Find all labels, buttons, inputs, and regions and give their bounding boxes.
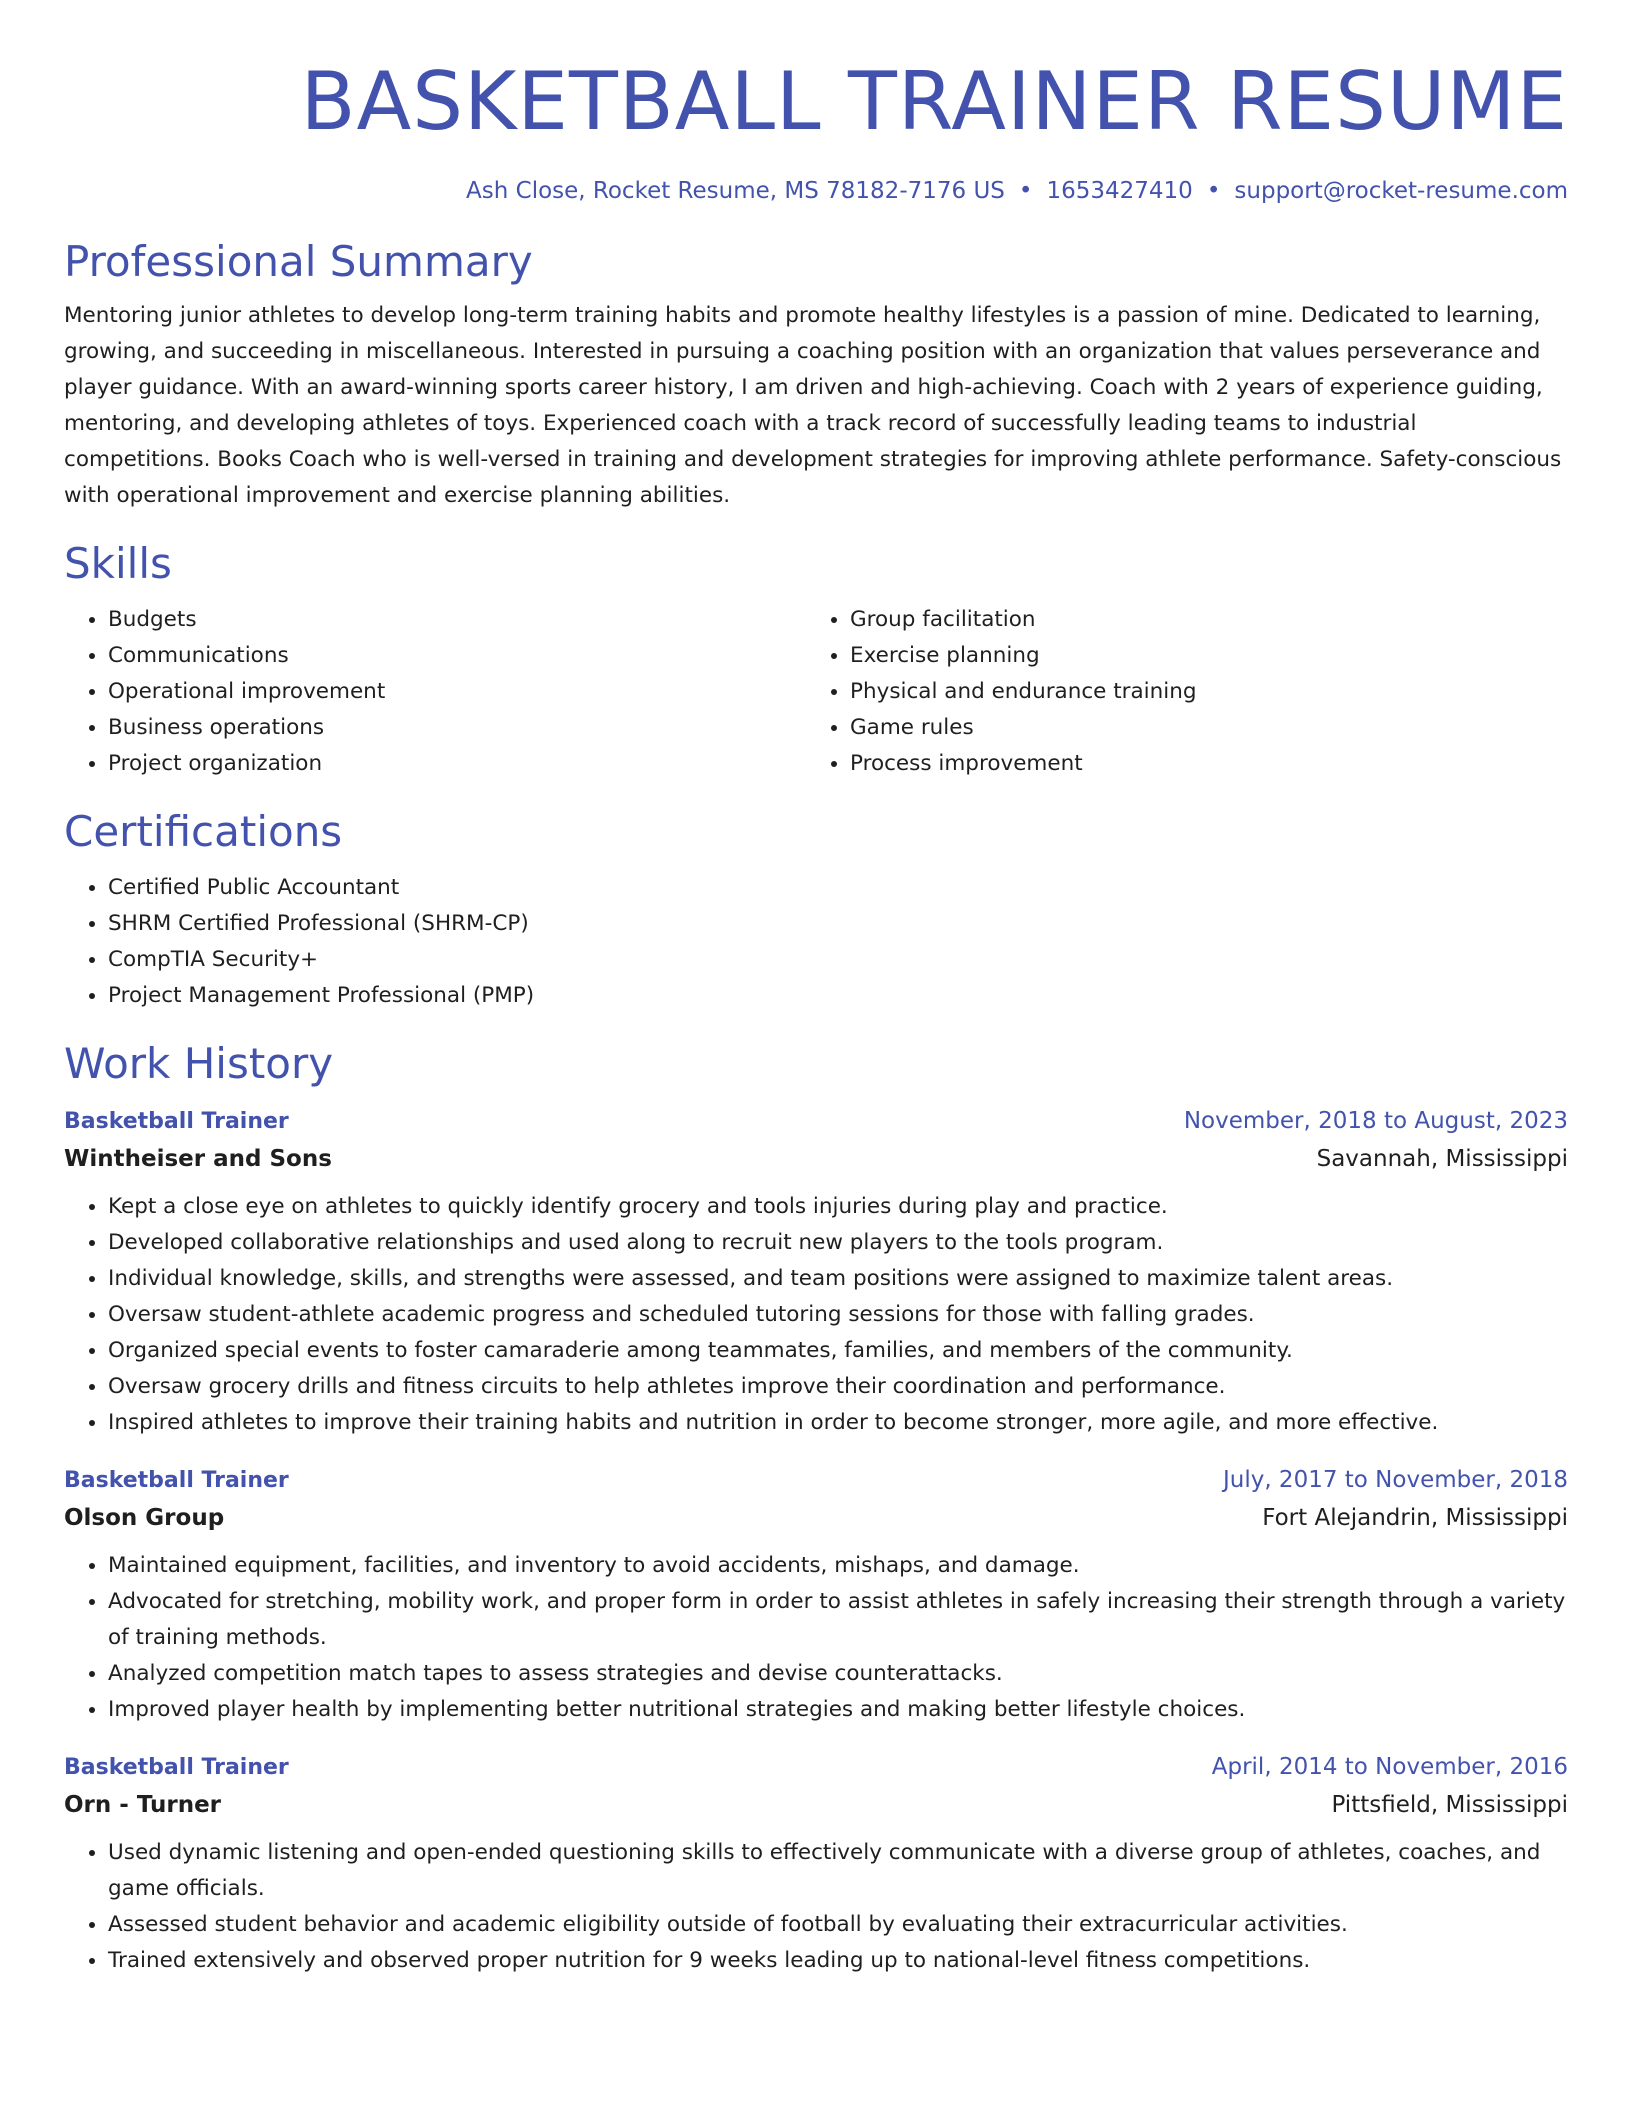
job-company: Orn - Turner bbox=[64, 1792, 222, 1818]
skill-item: • Game rules bbox=[850, 710, 1548, 746]
skill-item: • Project organization bbox=[108, 746, 806, 782]
contact-address: Ash Close, Rocket Resume, MS 78182-7176 US bbox=[466, 178, 1005, 204]
job-bullet: • Assessed student behavior and academic eligibility outside of football by evaluating their extracurricular activities. bbox=[108, 1907, 1568, 1943]
certification-item: • SHRM Certified Professional (SHRM-CP) bbox=[108, 906, 1568, 942]
certifications-list bbox=[64, 870, 1568, 1014]
job-bullet: • Maintained equipment, facilities, and inventory to avoid accidents, mishaps, and damage. bbox=[108, 1548, 1568, 1584]
job-title: Basketball Trainer bbox=[64, 1755, 289, 1780]
section-heading-certifications: Certifications bbox=[64, 807, 343, 856]
certification-item: • Certified Public Accountant bbox=[108, 870, 1568, 906]
section-heading-summary: Professional Summary bbox=[64, 237, 533, 286]
skill-item: • Group facilitation bbox=[850, 602, 1548, 638]
job-bullet: • Kept a close eye on athletes to quickly identify grocery and tools injuries during play and practice. bbox=[108, 1189, 1568, 1225]
job-bullet: • Advocated for stretching, mobility work, and proper form in order to assist athletes in safely increasing their strength through a variety of training methods. bbox=[108, 1584, 1568, 1656]
job-bullet: • Oversaw grocery drills and fitness circuits to help athletes improve their coordination and performance. bbox=[108, 1369, 1568, 1405]
job-bullet: • Trained extensively and observed proper nutrition for 9 weeks leading up to national-level fitness competitions. bbox=[108, 1943, 1568, 1979]
skill-item: • Budgets bbox=[108, 602, 806, 638]
job-bullets bbox=[64, 1189, 1568, 1441]
job-bullet: • Improved player health by implementing better nutritional strategies and making better lifestyle choices. bbox=[108, 1692, 1568, 1728]
skills-section bbox=[64, 538, 1568, 782]
job-bullets bbox=[64, 1835, 1568, 1979]
skill-item: • Communications bbox=[108, 638, 806, 674]
skills-list-left bbox=[64, 602, 806, 782]
certification-item: • CompTIA Security+ bbox=[108, 942, 1568, 978]
job-company: Wintheiser and Sons bbox=[64, 1146, 332, 1172]
certifications-section bbox=[64, 806, 1568, 1014]
certification-item: • Project Management Professional (PMP) bbox=[108, 978, 1568, 1014]
job-company: Olson Group bbox=[64, 1505, 225, 1531]
skill-item: • Exercise planning bbox=[850, 638, 1548, 674]
job-location: Fort Alejandrin, Mississippi bbox=[1262, 1505, 1568, 1531]
work-history-section bbox=[64, 1038, 1568, 1979]
job-title: Basketball Trainer bbox=[64, 1468, 289, 1493]
summary-section bbox=[64, 236, 1568, 514]
job-entry bbox=[64, 1104, 1568, 1441]
job-subheader bbox=[64, 1139, 1568, 1179]
job-location: Savannah, Mississippi bbox=[1316, 1146, 1568, 1172]
skill-item: • Business operations bbox=[108, 710, 806, 746]
job-bullet: • Developed collaborative relationships and used along to recruit new players to the tools program. bbox=[108, 1225, 1568, 1261]
summary-text: Mentoring junior athletes to develop long-term training habits and promote healthy lifestyles is a passion of mine. Dedicated to learning, growing, and succeeding in miscellaneous. Interested in pursuing a coaching position with an organization that values perseverance and player guidance. With an award-winning sports career history, I am driven and high-achieving. Coach with 2 years of experience guiding, mentoring, and developing athletes of toys. Experienced coach with a track record of successfully leading teams to industrial competitions. Books Coach who is well-versed in training and development strategies for improving athlete performance. Safety-conscious with operational improvement and exercise planning abilities. bbox=[64, 303, 1562, 508]
job-subheader bbox=[64, 1498, 1568, 1538]
job-subheader bbox=[64, 1785, 1568, 1825]
contact-separator: • bbox=[1018, 178, 1033, 204]
job-bullet: • Oversaw student-athlete academic progress and scheduled tutoring sessions for those with falling grades. bbox=[108, 1297, 1568, 1333]
job-dates: April, 2014 to November, 2016 bbox=[1211, 1754, 1568, 1780]
job-header bbox=[64, 1750, 1568, 1785]
job-entry bbox=[64, 1750, 1568, 1979]
skills-list-right bbox=[806, 602, 1548, 782]
skill-item: • Operational improvement bbox=[108, 674, 806, 710]
job-bullets bbox=[64, 1548, 1568, 1728]
contact-line bbox=[64, 176, 1568, 206]
job-bullet: • Inspired athletes to improve their training habits and nutrition in order to become stronger, more agile, and more effective. bbox=[108, 1405, 1568, 1441]
job-dates: July, 2017 to November, 2018 bbox=[1222, 1467, 1568, 1493]
job-title: Basketball Trainer bbox=[64, 1109, 289, 1134]
job-header bbox=[64, 1463, 1568, 1498]
job-location: Pittsfield, Mississippi bbox=[1331, 1792, 1568, 1818]
job-bullet: • Used dynamic listening and open-ended questioning skills to effectively communicate with a diverse group of athletes, coaches, and game officials. bbox=[108, 1835, 1568, 1907]
job-dates: November, 2018 to August, 2023 bbox=[1183, 1108, 1568, 1134]
contact-email: support@rocket-resume.com bbox=[1234, 178, 1568, 204]
section-heading-work-history: Work History bbox=[64, 1039, 334, 1088]
job-bullet: • Organized special events to foster camaraderie among teammates, families, and members of the community. bbox=[108, 1333, 1568, 1369]
skill-item: • Physical and endurance training bbox=[850, 674, 1548, 710]
job-bullet: • Analyzed competition match tapes to assess strategies and devise counterattacks. bbox=[108, 1656, 1568, 1692]
job-bullet: • Individual knowledge, skills, and strengths were assessed, and team positions were assigned to maximize talent areas. bbox=[108, 1261, 1568, 1297]
job-entry bbox=[64, 1463, 1568, 1728]
contact-separator: • bbox=[1206, 178, 1221, 204]
resume-title: BASKETBALL TRAINER RESUME bbox=[300, 55, 1568, 148]
section-heading-skills: Skills bbox=[64, 539, 172, 588]
skill-item: • Process improvement bbox=[850, 746, 1548, 782]
skills-columns bbox=[64, 602, 1568, 782]
contact-phone: 1653427410 bbox=[1046, 178, 1193, 204]
job-header bbox=[64, 1104, 1568, 1139]
